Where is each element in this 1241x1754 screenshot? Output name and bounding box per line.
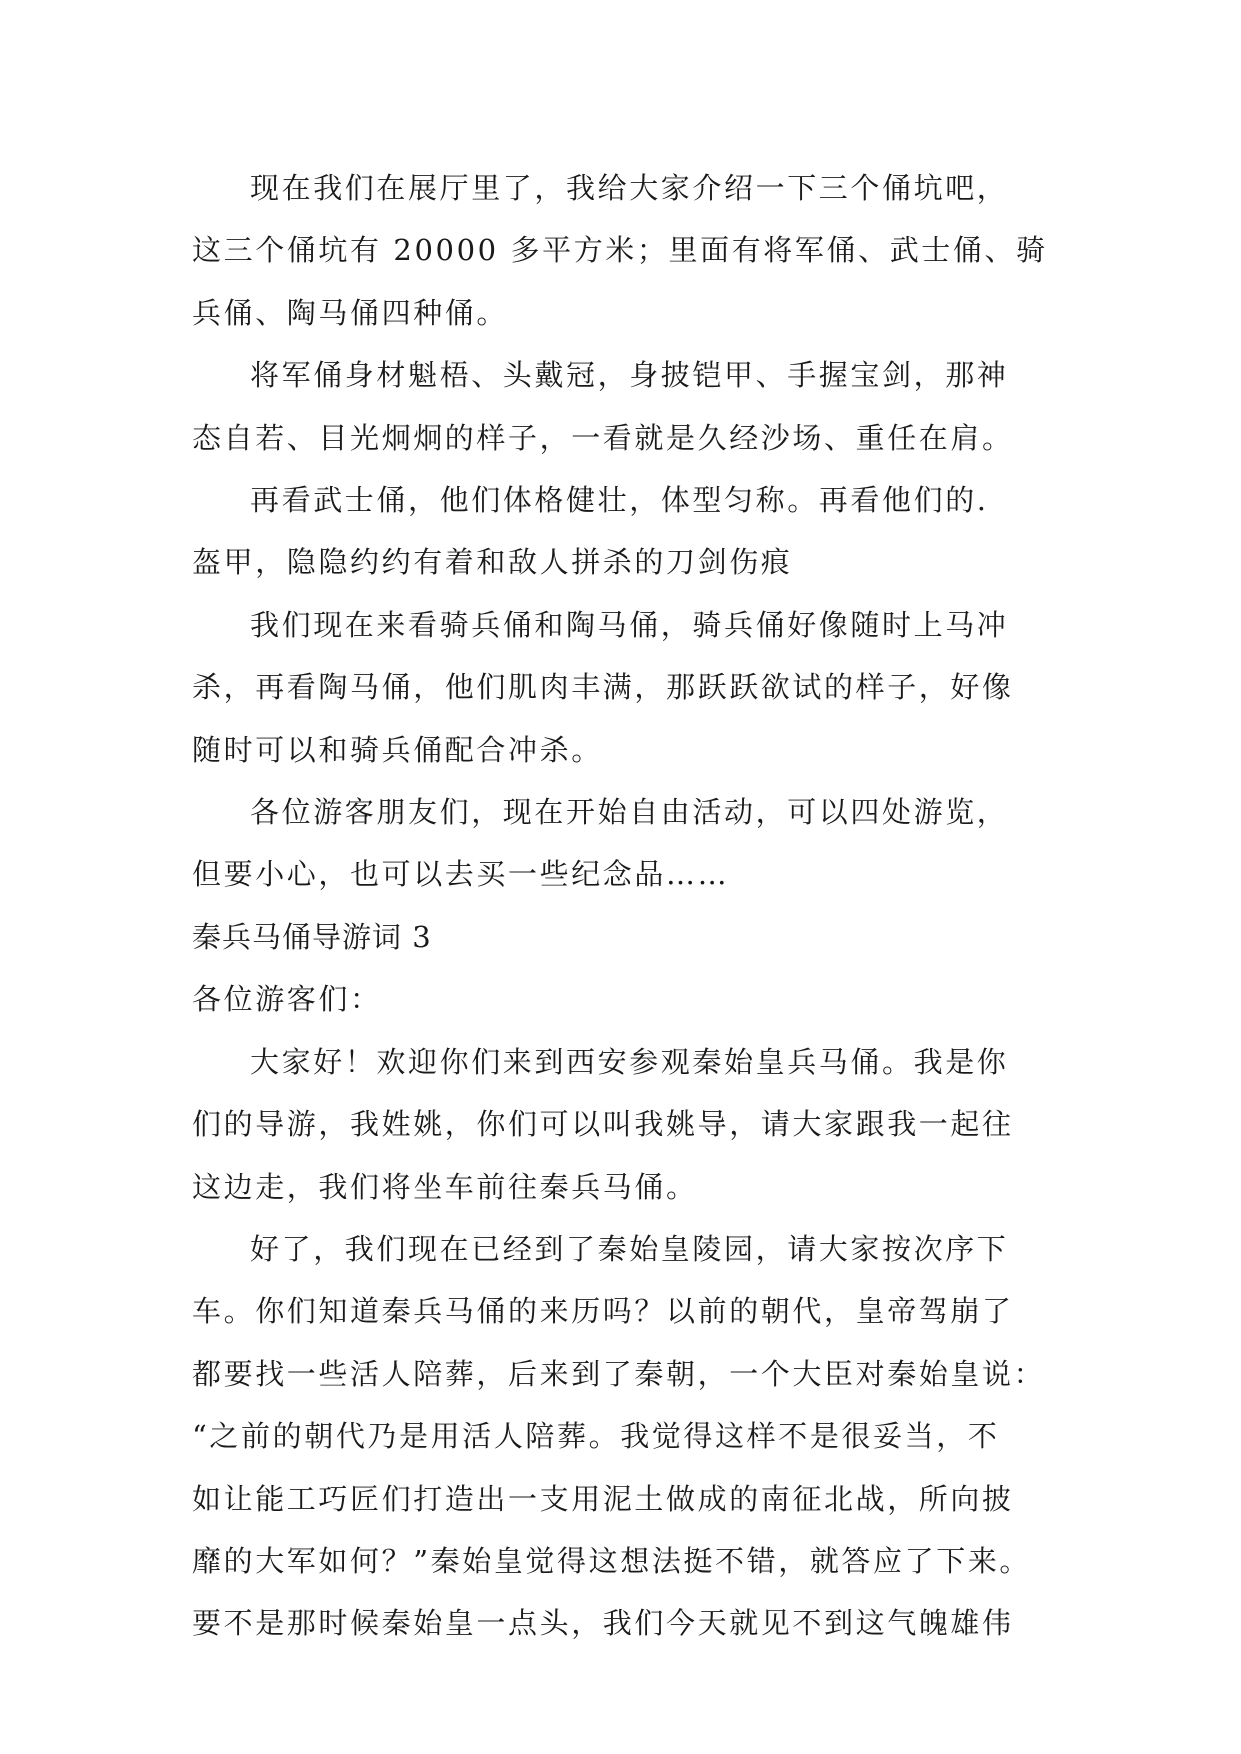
text-line: 我们现在来看骑兵俑和陶马俑，骑兵俑好像随时上马冲	[250, 607, 1009, 642]
text-line: 随时可以和骑兵俑配合冲杀。	[192, 732, 603, 767]
greeting-text: 各位游客们：	[192, 982, 382, 1017]
text-line: 车。你们知道秦兵马俑的来历吗？以前的朝代，皇帝驾崩了	[192, 1294, 1014, 1329]
text-line: 大家好！欢迎你们来到西安参观秦始皇兵马俑。我是你	[250, 1044, 1009, 1079]
text-line: 盔甲，隐隐约约有着和敌人拼杀的刀剑伤痕	[192, 545, 793, 580]
text-line: 都要找一些活人陪葬，后来到了秦朝，一个大臣对秦始皇说：	[192, 1356, 1046, 1391]
text-line: 再看武士俑，他们体格健壮，体型匀称。再看他们的.	[250, 483, 989, 518]
paragraph-general-figures	[192, 344, 1072, 469]
text-line: 兵俑、陶马俑四种俑。	[192, 295, 509, 330]
text-line: 这边走，我们将坐车前往秦兵马俑。	[192, 1169, 698, 1204]
greeting	[192, 968, 1072, 1030]
text-line: 们的导游，我姓姚，你们可以叫我姚导，请大家跟我一起往	[192, 1107, 1014, 1142]
text-line: 现在我们在展厅里了，我给大家介绍一下三个俑坑吧，	[250, 171, 1009, 205]
paragraph-cavalry-figures	[192, 594, 1072, 781]
paragraph-warrior-figures	[192, 469, 1072, 594]
text-line: 靡的大军如何？”秦始皇觉得这想法挺不错，就答应了下来。	[192, 1543, 1032, 1578]
text-line: “之前的朝代乃是用活人陪葬。我觉得这样不是很妥当，不	[192, 1419, 1000, 1454]
text-line: 好了，我们现在已经到了秦始皇陵园，请大家按次序下	[250, 1231, 1009, 1266]
paragraph-exhibition-hall	[192, 157, 1072, 344]
paragraph-welcome	[192, 1031, 1072, 1218]
section-title: 秦兵马俑导游词 3	[192, 919, 432, 954]
text-line: 将军俑身材魁梧、头戴冠，身披铠甲、手握宝剑，那神	[250, 358, 1009, 393]
paragraph-free-activity	[192, 781, 1072, 906]
text-line: 杀，再看陶马俑，他们肌肉丰满，那跃跃欲试的样子，好像	[192, 670, 1014, 705]
text-line: 但要小心，也可以去买一些纪念品……	[192, 857, 730, 892]
paragraph-history	[192, 1218, 1072, 1655]
document-body	[192, 157, 1072, 1655]
text-line: 态自若、目光炯炯的样子，一看就是久经沙场、重任在肩。	[192, 420, 1014, 455]
text-line: 这三个俑坑有 20000 多平方米；里面有将军俑、武士俑、骑	[192, 233, 1048, 268]
text-line: 如让能工巧匠们打造出一支用泥土做成的南征北战，所向披	[192, 1481, 1014, 1516]
section-heading	[192, 906, 1072, 968]
text-line: 要不是那时候秦始皇一点头，我们今天就见不到这气魄雄伟	[192, 1606, 1014, 1641]
text-line: 各位游客朋友们，现在开始自由活动，可以四处游览，	[250, 795, 1009, 830]
